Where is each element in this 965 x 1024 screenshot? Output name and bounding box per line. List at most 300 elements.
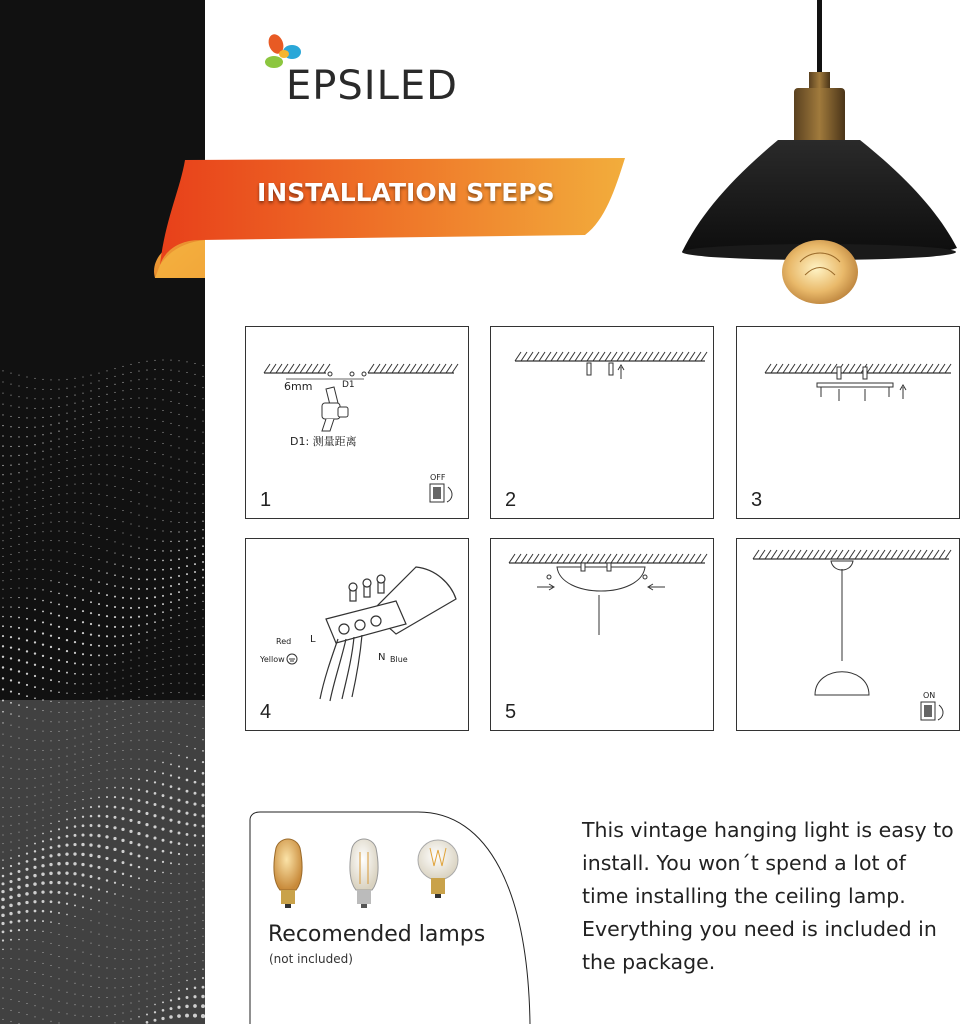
pattern-dot xyxy=(2,404,3,405)
pattern-dot xyxy=(43,952,44,953)
pattern-dot xyxy=(99,373,100,374)
pattern-dot xyxy=(123,686,124,687)
pattern-dot xyxy=(42,655,44,657)
pattern-dot xyxy=(26,417,27,418)
pattern-dot xyxy=(115,760,116,761)
pattern-dot xyxy=(186,779,189,782)
pattern-dot xyxy=(2,930,5,933)
pattern-dot xyxy=(42,434,43,435)
pattern-dot xyxy=(58,438,59,439)
pattern-dot xyxy=(138,388,139,389)
pattern-dot xyxy=(154,637,155,638)
pattern-dot xyxy=(115,688,116,689)
pattern-dot xyxy=(139,427,140,428)
pattern-dot xyxy=(115,508,116,509)
pattern-dot xyxy=(51,472,52,473)
pattern-dot xyxy=(58,901,61,904)
pattern-dot xyxy=(35,532,36,533)
pattern-dot xyxy=(66,573,67,574)
pattern-dot xyxy=(42,688,44,690)
pattern-dot xyxy=(105,835,108,838)
pattern-dot xyxy=(42,825,43,826)
pattern-dot xyxy=(98,380,99,381)
pattern-dot xyxy=(10,597,11,598)
pattern-dot xyxy=(74,395,75,396)
pattern-dot xyxy=(171,665,172,666)
pattern-dot xyxy=(26,860,29,863)
pattern-dot xyxy=(2,867,4,869)
pattern-dot xyxy=(9,904,13,908)
pattern-dot xyxy=(187,664,188,665)
pattern-dot xyxy=(162,794,165,797)
pattern-dot xyxy=(171,960,172,961)
pattern-dot xyxy=(194,987,197,990)
pattern-dot xyxy=(91,734,92,735)
pattern-dot xyxy=(43,559,44,560)
pattern-dot xyxy=(98,624,100,626)
pattern-dot xyxy=(26,939,27,940)
pattern-dot xyxy=(10,872,13,875)
pattern-dot xyxy=(75,502,76,503)
pattern-dot xyxy=(131,715,132,716)
pattern-dot xyxy=(106,664,107,665)
pattern-dot xyxy=(186,988,188,990)
pattern-dot xyxy=(131,364,132,365)
pattern-dot xyxy=(186,613,187,614)
pattern-dot xyxy=(171,984,172,985)
pattern-dot xyxy=(107,761,108,762)
pattern-dot xyxy=(3,500,4,501)
pattern-dot xyxy=(90,383,91,384)
pattern-dot xyxy=(155,740,156,741)
pattern-dot xyxy=(163,360,164,361)
pattern-dot xyxy=(35,541,36,542)
pattern-dot xyxy=(170,617,171,618)
pattern-dot xyxy=(33,900,36,903)
pattern-dot xyxy=(59,990,60,991)
pattern-dot xyxy=(65,871,68,874)
pattern-dot xyxy=(179,448,180,449)
pattern-dot xyxy=(195,503,196,504)
pattern-dot xyxy=(115,1022,116,1023)
pattern-dot xyxy=(194,563,196,565)
pattern-dot xyxy=(115,751,116,752)
pattern-dot xyxy=(129,830,132,833)
step-1-panel xyxy=(245,326,469,519)
pattern-dot xyxy=(154,540,155,541)
pattern-dot xyxy=(34,426,35,427)
pattern-dot xyxy=(154,629,155,630)
pattern-dot xyxy=(187,693,188,694)
pattern-dot xyxy=(107,698,108,699)
pattern-dot xyxy=(187,372,188,373)
pattern-dot xyxy=(154,848,157,851)
pattern-dot xyxy=(145,812,148,815)
pattern-dot xyxy=(34,930,36,932)
pattern-dot xyxy=(27,534,28,535)
pattern-dot xyxy=(171,511,172,512)
pattern-dot xyxy=(195,627,196,628)
pattern-dot xyxy=(186,996,189,999)
pattern-dot xyxy=(75,938,76,939)
pattern-dot xyxy=(42,900,45,903)
pattern-dot xyxy=(11,958,12,959)
pattern-dot xyxy=(146,388,147,389)
pattern-dot xyxy=(25,884,29,888)
pattern-dot xyxy=(99,934,100,935)
pattern-dot xyxy=(187,655,188,656)
pattern-dot xyxy=(195,726,196,727)
pattern-dot xyxy=(43,1019,44,1020)
pattern-dot xyxy=(146,569,148,571)
pattern-dot xyxy=(98,888,100,890)
pattern-dot xyxy=(202,739,203,740)
pattern-dot xyxy=(194,571,196,573)
pattern-dot xyxy=(163,410,164,411)
pattern-dot xyxy=(2,607,3,608)
pattern-dot xyxy=(131,959,132,960)
pattern-dot xyxy=(98,614,100,616)
pattern-dot xyxy=(171,649,172,650)
pattern-dot xyxy=(51,550,52,551)
pattern-dot xyxy=(178,842,181,845)
pattern-dot xyxy=(33,891,36,894)
pattern-dot xyxy=(26,639,28,641)
pattern-dot xyxy=(147,901,148,902)
pattern-dot xyxy=(83,1016,84,1017)
pattern-dot xyxy=(41,881,44,884)
pattern-dot xyxy=(107,506,108,507)
pattern-dot xyxy=(50,921,52,923)
pattern-dot xyxy=(73,872,76,875)
pattern-dot xyxy=(99,537,100,538)
pattern-dot xyxy=(91,789,92,790)
pattern-dot xyxy=(75,983,76,984)
pattern-dot xyxy=(106,410,107,411)
pattern-dot xyxy=(19,959,20,960)
pattern-dot xyxy=(26,837,27,838)
pattern-dot xyxy=(186,531,187,532)
pattern-dot xyxy=(3,548,4,549)
pattern-dot xyxy=(138,778,140,780)
pattern-dot xyxy=(130,875,132,877)
pattern-dot xyxy=(203,944,204,945)
pattern-dot xyxy=(10,702,12,704)
pattern-dot xyxy=(49,890,52,893)
pattern-dot xyxy=(59,1023,60,1024)
pattern-dot xyxy=(171,692,172,693)
pattern-dot xyxy=(81,863,84,866)
pattern-dot xyxy=(33,866,36,869)
pattern-dot xyxy=(187,925,188,926)
pattern-dot xyxy=(114,806,117,809)
pattern-dot xyxy=(59,486,60,487)
pattern-dot xyxy=(139,749,140,750)
pattern-dot xyxy=(114,645,116,647)
pattern-dot xyxy=(131,1003,132,1004)
pattern-dot xyxy=(185,1014,189,1018)
pattern-dot xyxy=(123,366,124,367)
pattern-dot xyxy=(90,422,91,423)
pattern-dot xyxy=(195,938,196,939)
pattern-dot xyxy=(67,958,68,959)
pattern-dot xyxy=(179,910,180,911)
pattern-dot xyxy=(75,702,76,703)
pattern-dot xyxy=(146,1006,147,1007)
pattern-dot xyxy=(11,778,12,779)
pattern-dot xyxy=(67,460,68,461)
pattern-dot xyxy=(163,432,164,433)
pattern-dot xyxy=(19,489,20,490)
pattern-dot xyxy=(105,857,108,860)
pattern-dot xyxy=(131,732,132,733)
pattern-dot xyxy=(50,441,51,442)
pattern-dot xyxy=(161,816,164,819)
pattern-dot xyxy=(90,623,92,625)
pattern-dot xyxy=(83,767,84,768)
pattern-dot xyxy=(138,789,140,791)
pattern-dot xyxy=(203,684,204,685)
install-description xyxy=(582,814,957,979)
pattern-dot xyxy=(202,761,204,763)
pattern-dot xyxy=(51,496,52,497)
pattern-dot xyxy=(131,740,132,741)
pattern-dot xyxy=(195,645,196,646)
pattern-dot xyxy=(27,1014,28,1015)
pattern-dot xyxy=(18,637,20,639)
pattern-dot xyxy=(67,702,68,703)
pattern-dot xyxy=(27,813,28,814)
pattern-dot xyxy=(11,825,12,826)
pattern-dot xyxy=(75,553,76,554)
pattern-dot xyxy=(26,397,27,398)
pattern-dot xyxy=(194,834,197,837)
pattern-dot xyxy=(83,783,84,784)
pattern-dot xyxy=(195,441,196,442)
pattern-dot xyxy=(203,503,204,504)
pattern-dot xyxy=(147,983,148,984)
pattern-dot xyxy=(43,482,44,483)
pattern-dot xyxy=(146,1014,148,1016)
pattern-dot xyxy=(147,998,148,999)
pattern-dot xyxy=(35,820,36,821)
pattern-dot xyxy=(58,414,59,415)
pattern-dot xyxy=(58,691,60,693)
pattern-dot xyxy=(67,452,68,453)
pattern-dot xyxy=(35,578,36,579)
pattern-dot xyxy=(186,557,188,559)
pattern-dot xyxy=(139,740,140,741)
pattern-dot xyxy=(99,779,100,780)
pattern-dot xyxy=(195,418,196,419)
pattern-dot xyxy=(115,937,116,938)
pattern-dot xyxy=(122,653,123,654)
pattern-dot xyxy=(10,490,11,491)
pattern-dot xyxy=(171,641,172,642)
pattern-dot xyxy=(107,445,108,446)
pattern-dot xyxy=(147,461,148,462)
pattern-dot xyxy=(146,549,147,550)
pattern-dot xyxy=(171,390,172,391)
pattern-dot xyxy=(115,519,116,520)
pattern-dot xyxy=(43,731,44,732)
pattern-dot xyxy=(58,637,60,639)
pattern-dot xyxy=(115,948,116,949)
pattern-dot xyxy=(99,437,100,438)
pattern-dot xyxy=(201,804,204,807)
pattern-dot xyxy=(171,683,172,684)
pattern-dot xyxy=(58,446,59,447)
pattern-dot xyxy=(154,587,156,589)
pattern-dot xyxy=(58,828,60,830)
pattern-dot xyxy=(203,626,204,627)
pattern-dot xyxy=(202,750,204,752)
pattern-dot xyxy=(91,726,92,727)
pattern-dot xyxy=(162,595,164,597)
pattern-dot xyxy=(114,654,116,656)
pattern-dot xyxy=(2,635,4,637)
pattern-dot xyxy=(91,749,92,750)
pattern-dot xyxy=(123,1013,124,1014)
pattern-dot xyxy=(147,975,148,976)
pattern-dot xyxy=(67,531,68,532)
pattern-dot xyxy=(106,815,109,818)
pattern-dot xyxy=(90,590,92,592)
pattern-dot xyxy=(59,550,60,551)
pattern-dot xyxy=(26,597,27,598)
pattern-dot xyxy=(34,469,35,470)
pattern-dot xyxy=(202,521,203,522)
pattern-dot xyxy=(130,398,131,399)
pattern-dot xyxy=(138,768,139,769)
pattern-dot xyxy=(17,911,20,914)
pattern-dot xyxy=(146,801,149,804)
pattern-dot xyxy=(83,736,84,737)
pattern-dot xyxy=(19,748,20,749)
pattern-dot xyxy=(107,464,108,465)
pattern-dot xyxy=(154,388,155,389)
pattern-dot xyxy=(41,890,44,893)
pattern-dot xyxy=(11,588,12,589)
pattern-dot xyxy=(97,834,100,837)
pattern-dot xyxy=(154,613,156,615)
pattern-dot xyxy=(179,927,180,928)
pattern-dot xyxy=(58,423,59,424)
pattern-dot xyxy=(139,910,140,911)
pattern-dot xyxy=(74,434,75,435)
pattern-dot xyxy=(115,727,116,728)
pattern-dot xyxy=(179,459,180,460)
pattern-dot xyxy=(131,490,132,491)
pattern-dot xyxy=(75,450,76,451)
pattern-dot xyxy=(186,790,189,793)
pattern-dot xyxy=(186,605,187,606)
pattern-dot xyxy=(91,375,92,376)
pattern-dot xyxy=(202,825,205,828)
pattern-dot xyxy=(74,883,77,886)
pattern-dot xyxy=(130,768,131,769)
pattern-dot xyxy=(122,777,123,778)
pattern-dot xyxy=(178,799,181,802)
pattern-dot xyxy=(10,691,12,693)
pattern-dot xyxy=(42,666,44,668)
pattern-dot xyxy=(35,972,36,973)
pattern-dot xyxy=(11,978,12,979)
pattern-dot xyxy=(90,601,92,603)
step-6-panel xyxy=(736,538,960,731)
pattern-dot xyxy=(106,796,108,798)
pattern-dot xyxy=(67,730,68,731)
pattern-dot xyxy=(99,956,100,957)
pattern-dot xyxy=(107,947,108,948)
pattern-dot xyxy=(82,400,83,401)
pattern-dot xyxy=(9,912,12,915)
pattern-dot xyxy=(171,674,172,675)
pattern-dot xyxy=(42,644,44,646)
pattern-dot xyxy=(139,984,140,985)
pattern-dot xyxy=(17,894,21,898)
pattern-dot xyxy=(147,712,148,713)
pattern-dot xyxy=(74,386,75,387)
pattern-dot xyxy=(179,974,180,975)
pattern-dot xyxy=(186,522,187,523)
pattern-dot xyxy=(123,968,124,969)
pattern-dot xyxy=(11,768,12,769)
pattern-dot xyxy=(155,694,156,695)
pattern-dot xyxy=(59,494,60,495)
pattern-dot xyxy=(66,404,67,405)
pattern-dot xyxy=(59,805,60,806)
pattern-dot xyxy=(122,787,124,789)
pattern-dot xyxy=(155,948,156,949)
pattern-dot xyxy=(9,896,13,900)
pattern-dot xyxy=(83,791,84,792)
pattern-dot xyxy=(179,656,180,657)
pattern-dot xyxy=(74,619,76,621)
pattern-dot xyxy=(99,446,100,447)
pattern-dot xyxy=(171,711,172,712)
pattern-dot xyxy=(171,633,172,634)
pattern-dot xyxy=(203,635,204,636)
pattern-dot xyxy=(91,692,92,693)
pattern-dot xyxy=(89,854,92,857)
pattern-dot xyxy=(51,775,52,776)
canopy-icon xyxy=(537,563,665,635)
pattern-dot xyxy=(18,481,19,482)
pattern-dot xyxy=(90,579,92,581)
pattern-dot xyxy=(194,978,196,980)
pattern-dot xyxy=(90,430,91,431)
pattern-dot xyxy=(34,444,35,445)
pattern-dot xyxy=(82,824,85,827)
pattern-dot xyxy=(139,503,140,504)
pattern-dot xyxy=(123,701,124,702)
pattern-dot xyxy=(59,512,60,513)
pattern-dot xyxy=(123,417,124,418)
pattern-dot xyxy=(131,683,132,684)
pattern-dot xyxy=(99,997,100,998)
pattern-dot xyxy=(66,661,68,663)
pattern-dot xyxy=(35,950,36,951)
pattern-dot xyxy=(50,432,51,433)
pattern-dot xyxy=(98,911,99,912)
pattern-dot xyxy=(139,976,140,977)
pattern-dot xyxy=(90,806,92,808)
pattern-dot xyxy=(34,417,35,418)
pattern-dot xyxy=(146,639,147,640)
pattern-dot xyxy=(163,731,164,732)
pattern-dot xyxy=(75,737,76,738)
